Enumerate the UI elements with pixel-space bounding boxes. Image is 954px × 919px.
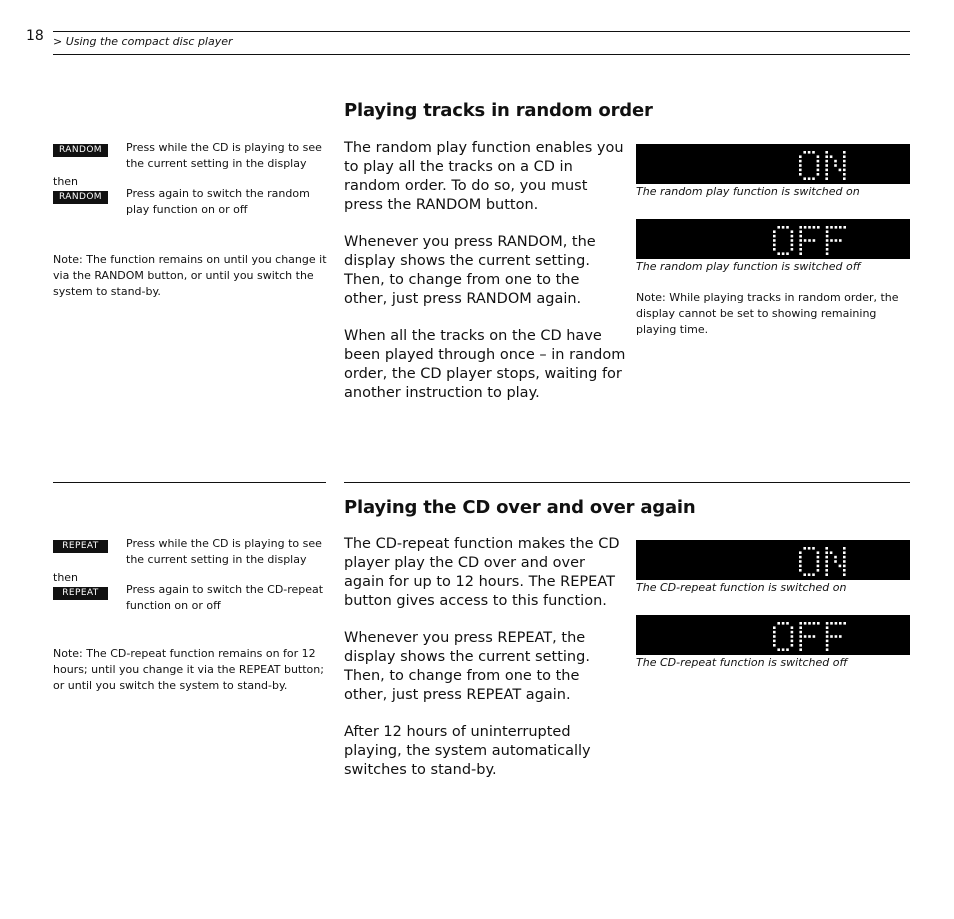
- display-dot: [791, 244, 794, 247]
- repeat-instruction-1: Press while the CD is playing to see the current setting in the display: [126, 537, 322, 566]
- display-dot: [826, 635, 829, 638]
- display-dot: [791, 635, 794, 638]
- display-dot: [799, 640, 802, 643]
- display-dot: [825, 173, 828, 176]
- display-dot: [826, 252, 829, 255]
- display-char-o: [799, 151, 819, 180]
- display-dot: [799, 230, 802, 233]
- display-char-f: [826, 226, 846, 255]
- random-note: Note: The function remains on until you change it via the RANDOM button, or until you switch the system to stand-by.: [53, 253, 327, 298]
- display-dot: [803, 151, 806, 154]
- display-dot: [830, 551, 833, 554]
- display-dot: [825, 551, 828, 554]
- display-dot: [843, 151, 846, 154]
- display-dot: [826, 239, 829, 242]
- display-dot: [791, 239, 794, 242]
- display-dot: [843, 173, 846, 176]
- display-dot: [773, 626, 776, 629]
- display-dot: [777, 226, 780, 229]
- random-key-label: RANDOM: [53, 144, 108, 157]
- display-dot: [799, 169, 802, 172]
- display-dot: [804, 635, 807, 638]
- display-dot: [843, 547, 846, 550]
- display-dot: [825, 164, 828, 167]
- display-dot: [817, 551, 820, 554]
- display-dot: [825, 573, 828, 576]
- display-dot: [812, 573, 815, 576]
- display-dot: [826, 626, 829, 629]
- display-dot: [813, 622, 816, 625]
- display-dot: [839, 169, 842, 172]
- display-char-n: [825, 547, 845, 576]
- display-dot: [830, 239, 833, 242]
- display-dot: [843, 556, 846, 559]
- display-dot: [799, 235, 802, 238]
- display-dot: [799, 635, 802, 638]
- display-dot: [843, 160, 846, 163]
- display-dot: [843, 177, 846, 180]
- display-dot: [826, 244, 829, 247]
- display-dot: [817, 164, 820, 167]
- display-dot: [808, 239, 811, 242]
- display-dot: [812, 151, 815, 154]
- display-dot: [799, 244, 802, 247]
- display-dot: [843, 573, 846, 576]
- display-dot: [813, 635, 816, 638]
- display-dot: [843, 569, 846, 572]
- section-title-repeat: Playing the CD over and over again: [344, 497, 696, 518]
- display-dot: [799, 226, 802, 229]
- repeat-paragraph-3: After 12 hours of uninterrupted playing, the system automatically switches to stand-by.: [344, 724, 591, 778]
- display-dot: [777, 252, 780, 255]
- display-dot: [817, 569, 820, 572]
- display-char-o: [773, 226, 793, 255]
- repeat-key-label: REPEAT: [53, 540, 108, 553]
- repeat-display-on: [636, 540, 910, 580]
- repeat-then-label: then: [53, 571, 79, 584]
- display-dot: [791, 230, 794, 233]
- display-dot: [773, 640, 776, 643]
- display-dot: [799, 551, 802, 554]
- display-char-f: [799, 226, 819, 255]
- display-dot: [786, 226, 789, 229]
- display-dot: [835, 622, 838, 625]
- display-dot: [825, 556, 828, 559]
- display-char-n: [825, 151, 845, 180]
- random-instruction-1: Press while the CD is playing to see the current setting in the display: [126, 141, 322, 170]
- display-dot: [826, 230, 829, 233]
- breadcrumb: > Using the compact disc player: [53, 35, 233, 48]
- display-dot: [777, 622, 780, 625]
- display-dot: [808, 151, 811, 154]
- display-dot: [799, 556, 802, 559]
- display-dot: [799, 173, 802, 176]
- display-dot: [791, 248, 794, 251]
- section-divider-left: [53, 482, 326, 483]
- display-dot: [799, 160, 802, 163]
- repeat-note: Note: The CD-repeat function remains on for 12 hours; until you change it via the REPEAT button; or until you switch the system to stand-by.: [53, 647, 324, 692]
- display-dot: [843, 565, 846, 568]
- display-dot: [834, 160, 837, 163]
- display-dot: [799, 626, 802, 629]
- random-side-note: Note: While playing tracks in random order, the display cannot be set to showing remaining playing time.: [636, 291, 899, 336]
- display-dot: [830, 635, 833, 638]
- display-dot: [773, 635, 776, 638]
- repeat-key-label-2: REPEAT: [53, 587, 108, 600]
- display-dot: [777, 648, 780, 651]
- display-dot: [825, 169, 828, 172]
- random-caption-on: The random play function is switched on: [636, 185, 860, 198]
- display-dot: [799, 565, 802, 568]
- display-char-f: [826, 622, 846, 651]
- display-dot: [799, 164, 802, 167]
- display-dot: [826, 644, 829, 647]
- random-caption-off: The random play function is switched off: [636, 260, 861, 273]
- display-dot: [826, 648, 829, 651]
- display-dot: [843, 622, 846, 625]
- random-paragraph-2: Whenever you press RANDOM, the display shows the current setting. Then, to change from one to the other, just press RANDOM again.: [344, 234, 596, 307]
- random-paragraph-3: When all the tracks on the CD have been played through once – in random order, the CD player stops, waiting for another instruction to play.: [344, 328, 626, 401]
- display-dot: [786, 648, 789, 651]
- display-dot: [782, 252, 785, 255]
- display-dot: [773, 239, 776, 242]
- display-dot: [839, 565, 842, 568]
- display-dot: [799, 155, 802, 158]
- display-dot: [803, 547, 806, 550]
- display-dot: [830, 622, 833, 625]
- random-paragraph-1: The random play function enables you to play all the tracks on a CD in random order. To do so, you must press the RANDOM button.: [344, 140, 624, 213]
- section-divider-right: [344, 482, 910, 483]
- display-dot: [812, 547, 815, 550]
- display-dot: [825, 565, 828, 568]
- display-dot: [773, 235, 776, 238]
- display-dot: [843, 226, 846, 229]
- repeat-display-off: [636, 615, 910, 655]
- display-dot: [791, 235, 794, 238]
- display-dot: [839, 635, 842, 638]
- display-dot: [773, 644, 776, 647]
- section-title-random: Playing tracks in random order: [344, 100, 653, 121]
- display-dot: [826, 235, 829, 238]
- display-dot: [843, 560, 846, 563]
- display-char-o: [799, 547, 819, 576]
- display-dot: [835, 635, 838, 638]
- repeat-instruction-2: Press again to switch the CD-repeat function on or off: [126, 583, 324, 612]
- display-dot: [843, 551, 846, 554]
- display-dot: [817, 226, 820, 229]
- display-dot: [817, 556, 820, 559]
- display-dot: [799, 631, 802, 634]
- display-dot: [843, 155, 846, 158]
- display-dot: [825, 155, 828, 158]
- display-dot: [834, 556, 837, 559]
- display-dot: [786, 252, 789, 255]
- display-dot: [808, 635, 811, 638]
- random-body: [344, 139, 626, 421]
- random-then-label: then: [53, 175, 79, 188]
- display-dot: [843, 164, 846, 167]
- display-dot: [773, 631, 776, 634]
- display-dot: [817, 160, 820, 163]
- repeat-caption-off: The CD-repeat function is switched off: [636, 656, 848, 669]
- display-dot: [817, 173, 820, 176]
- header-rule-bottom: [53, 54, 910, 55]
- display-dot: [791, 626, 794, 629]
- display-dot: [825, 151, 828, 154]
- display-dot: [799, 252, 802, 255]
- display-dot: [825, 569, 828, 572]
- display-dot: [799, 648, 802, 651]
- display-dot: [799, 560, 802, 563]
- header-rule-top: [53, 31, 910, 32]
- display-dot: [825, 547, 828, 550]
- display-dot: [799, 622, 802, 625]
- repeat-caption-on: The CD-repeat function is switched on: [636, 581, 847, 594]
- display-dot: [843, 169, 846, 172]
- display-dot: [825, 560, 828, 563]
- display-dot: [803, 573, 806, 576]
- display-dot: [782, 226, 785, 229]
- display-dot: [773, 248, 776, 251]
- display-dot: [808, 177, 811, 180]
- page-number: 18: [26, 28, 44, 44]
- display-dot: [839, 239, 842, 242]
- display-dot: [830, 226, 833, 229]
- display-dot: [817, 565, 820, 568]
- display-dot: [799, 644, 802, 647]
- display-dot: [808, 622, 811, 625]
- display-dot: [808, 573, 811, 576]
- repeat-body: [344, 535, 626, 798]
- display-char-o: [773, 622, 793, 651]
- display-dot: [834, 560, 837, 563]
- display-dot: [839, 226, 842, 229]
- display-dot: [799, 239, 802, 242]
- display-dot: [817, 622, 820, 625]
- display-dot: [791, 640, 794, 643]
- display-dot: [839, 622, 842, 625]
- display-dot: [826, 226, 829, 229]
- display-dot: [830, 155, 833, 158]
- random-display-on: [636, 144, 910, 184]
- display-char-f: [799, 622, 819, 651]
- display-dot: [786, 622, 789, 625]
- random-instruction-2: Press again to switch the random play function on or off: [126, 187, 310, 216]
- display-dot: [826, 631, 829, 634]
- display-dot: [835, 239, 838, 242]
- display-dot: [773, 244, 776, 247]
- display-dot: [808, 226, 811, 229]
- random-key-label-2: RANDOM: [53, 191, 108, 204]
- display-dot: [773, 230, 776, 233]
- display-dot: [782, 622, 785, 625]
- display-dot: [826, 640, 829, 643]
- display-dot: [799, 248, 802, 251]
- display-dot: [804, 239, 807, 242]
- display-dot: [826, 622, 829, 625]
- display-dot: [812, 177, 815, 180]
- display-dot: [817, 560, 820, 563]
- display-dot: [791, 644, 794, 647]
- display-dot: [817, 155, 820, 158]
- display-dot: [813, 226, 816, 229]
- display-dot: [808, 547, 811, 550]
- display-dot: [817, 169, 820, 172]
- repeat-paragraph-1: The CD-repeat function makes the CD player play the CD over and over again for up to 12 hours. The REPEAT button gives access to this function.: [344, 536, 620, 609]
- display-dot: [782, 648, 785, 651]
- display-dot: [835, 226, 838, 229]
- display-dot: [799, 569, 802, 572]
- display-dot: [804, 622, 807, 625]
- display-dot: [825, 177, 828, 180]
- display-dot: [803, 177, 806, 180]
- display-dot: [791, 631, 794, 634]
- display-dot: [834, 164, 837, 167]
- display-dot: [804, 226, 807, 229]
- display-dot: [813, 239, 816, 242]
- repeat-paragraph-2: Whenever you press REPEAT, the display shows the current setting. Then, to change from one to the other, just press REPEAT again.: [344, 630, 590, 703]
- display-dot: [826, 248, 829, 251]
- random-display-off: [636, 219, 910, 259]
- display-dot: [825, 160, 828, 163]
